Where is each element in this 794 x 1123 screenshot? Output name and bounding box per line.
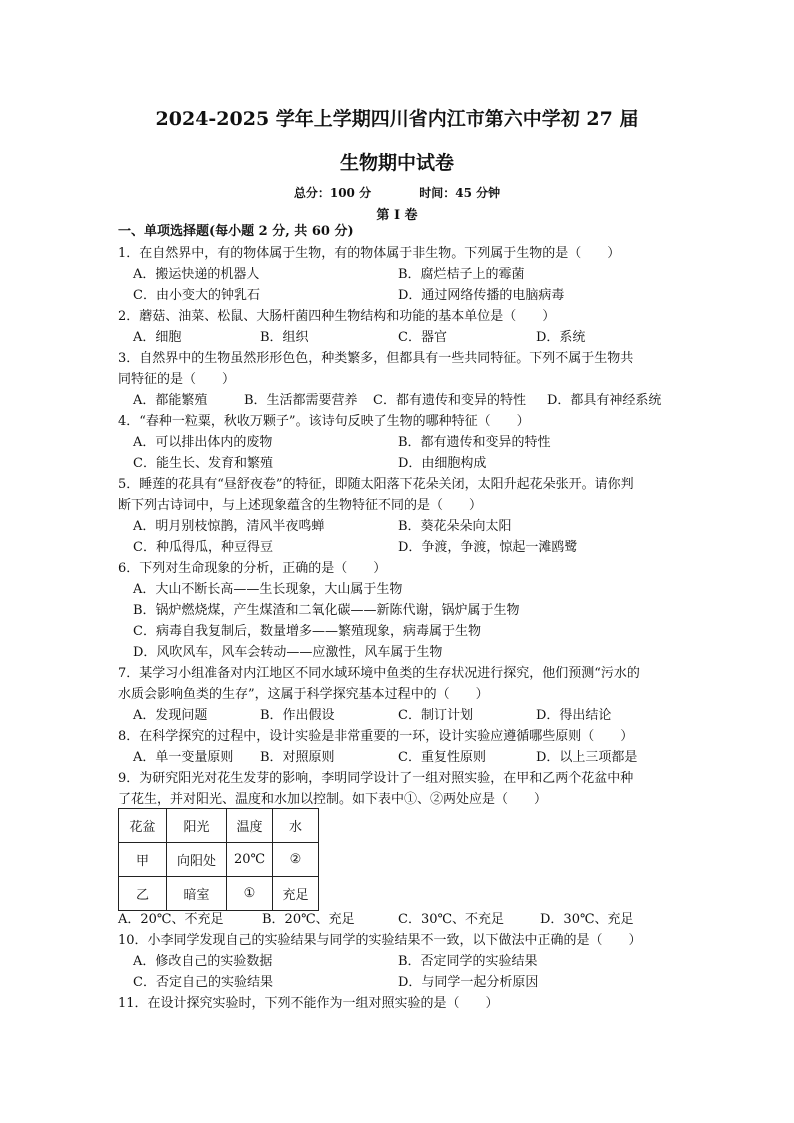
q6-option-a: A．大山不断长高——生长现象，大山属于生物 bbox=[133, 582, 403, 597]
q9-stem-line2: 了花生，并对阳光、温度和水加以控制。如下表中①、②两处应是（ ） bbox=[118, 792, 548, 807]
table-header-cell: 水 bbox=[273, 809, 319, 843]
q5-stem-line1: 5．睡莲的花具有“昼舒夜卷”的特征，即随太阳落下花朵关闭，太阳升起花朵张开。请你判 bbox=[118, 477, 634, 492]
q1-option-b: B．腐烂桔子上的霉菌 bbox=[398, 267, 525, 282]
q3-option-c: C．都有遗传和变异的特性 bbox=[373, 393, 526, 408]
table-cell: 暗室 bbox=[167, 877, 227, 911]
q9-stem-line1: 9．为研究阳光对花生发芽的影响，李明同学设计了一组对照实验，在甲和乙两个花盆中种 bbox=[118, 771, 634, 786]
table-row bbox=[119, 877, 319, 911]
q2-option-d: D．系统 bbox=[536, 330, 586, 345]
q10-option-c: C．否定自己的实验结果 bbox=[133, 975, 273, 990]
q6-option-c: C．病毒自我复制后，数量增多——繁殖现象，病毒属于生物 bbox=[133, 624, 481, 639]
q6-stem: 6．下列对生命现象的分析，正确的是（ ） bbox=[118, 561, 387, 576]
q5-option-a: A．明月别枝惊鹊，清风半夜鸣蝉 bbox=[133, 519, 325, 534]
q8-option-a: A．单一变量原则 bbox=[133, 750, 234, 765]
table-cell: ② bbox=[273, 843, 319, 877]
exam-title-line2: 生物期中试卷 bbox=[339, 152, 454, 174]
table-cell: 乙 bbox=[119, 877, 167, 911]
table-cell: 甲 bbox=[119, 843, 167, 877]
q7-option-d: D．得出结论 bbox=[536, 708, 612, 723]
q1-option-c: C．由小变大的钟乳石 bbox=[133, 288, 260, 303]
q8-stem: 8．在科学探究的过程中，设计实验是非常重要的一环，设计实验应遵循哪些原则（ ） bbox=[118, 729, 634, 744]
table-cell: 充足 bbox=[273, 877, 319, 911]
table-header-cell: 温度 bbox=[227, 809, 273, 843]
q9-table bbox=[118, 808, 319, 911]
q9-option-d: D．30℃、充足 bbox=[540, 912, 634, 927]
table-cell: 向阳处 bbox=[167, 843, 227, 877]
exam-title-line1: 2024-2025 学年上学期四川省内江市第六中学初 27 届 bbox=[155, 108, 639, 130]
q5-option-d: D．争渡，争渡，惊起一滩鸥鹭 bbox=[398, 540, 578, 555]
q3-stem-line2: 同特征的是（ ） bbox=[118, 372, 236, 387]
exam-meta bbox=[0, 184, 794, 201]
q1-option-d: D．通过网络传播的电脑病毒 bbox=[398, 288, 565, 303]
q9-option-b: B．20℃、充足 bbox=[262, 912, 355, 927]
q7-option-c: C．制订计划 bbox=[398, 708, 473, 723]
q10-option-b: B．否定同学的实验结果 bbox=[398, 954, 538, 969]
table-cell: ① bbox=[227, 877, 273, 911]
part-label: 第 I 卷 bbox=[376, 208, 418, 223]
q2-option-a: A．细胞 bbox=[133, 330, 182, 345]
q11-stem: 11．在设计探究实验时，下列不能作为一组对照实验的是（ ） bbox=[118, 996, 499, 1011]
q4-option-b: B．都有遗传和变异的特性 bbox=[398, 435, 551, 450]
q8-option-c: C．重复性原则 bbox=[398, 750, 486, 765]
q7-option-b: B．作出假设 bbox=[260, 708, 335, 723]
q3-stem-line1: 3．自然界中的生物虽然形形色色，种类繁多，但都具有一些共同特征。下列不属于生物共 bbox=[118, 351, 634, 366]
table-header-row bbox=[119, 809, 319, 843]
q3-option-b: B．生活都需要营养 bbox=[244, 393, 358, 408]
table-cell: 20℃ bbox=[227, 843, 273, 877]
table-row bbox=[119, 843, 319, 877]
q8-option-b: B．对照原则 bbox=[260, 750, 335, 765]
q10-option-d: D．与同学一起分析原因 bbox=[398, 975, 539, 990]
q4-option-d: D．由细胞构成 bbox=[398, 456, 487, 471]
time-limit: 时间：45 分钟 bbox=[419, 186, 501, 200]
q3-option-d: D．都具有神经系统 bbox=[547, 393, 662, 408]
q6-option-d: D．风吹风车，风车会转动——应激性，风车属于生物 bbox=[133, 645, 443, 660]
q1-option-a: A．搬运快递的机器人 bbox=[133, 267, 260, 282]
q4-stem: 4．“春种一粒粟，秋收万颗子”。该诗句反映了生物的哪种特征（ ） bbox=[118, 414, 530, 429]
q10-stem: 10．小李同学发现自己的实验结果与同学的实验结果不一致，以下做法中正确的是（ ） bbox=[118, 933, 642, 948]
q2-option-b: B．组织 bbox=[260, 330, 309, 345]
q7-stem-line2: 水质会影响鱼类的生存”，这属于科学探究基本过程中的（ ） bbox=[118, 687, 489, 702]
table-header-cell: 花盆 bbox=[119, 809, 167, 843]
q5-stem-line2: 断下列古诗词中，与上述现象蕴含的生物特征不同的是（ ） bbox=[118, 498, 483, 513]
q4-option-a: A．可以排出体内的废物 bbox=[133, 435, 273, 450]
section-heading: 一、单项选择题(每小题 2 分, 共 60 分) bbox=[118, 224, 354, 239]
q7-stem-line1: 7．某学习小组准备对内江地区不同水域环境中鱼类的生存状况进行探究，他们预测“污水的 bbox=[118, 666, 640, 681]
q5-option-c: C．种瓜得瓜，种豆得豆 bbox=[133, 540, 273, 555]
q3-option-a: A．都能繁殖 bbox=[133, 393, 208, 408]
q10-option-a: A．修改自己的实验数据 bbox=[133, 954, 273, 969]
q9-option-a: A．20℃、不充足 bbox=[118, 912, 224, 927]
q6-option-b: B．锅炉燃烧煤，产生煤渣和二氧化碳——新陈代谢，锅炉属于生物 bbox=[133, 603, 520, 618]
q5-option-b: B．葵花朵朵向太阳 bbox=[398, 519, 512, 534]
q1-stem: 1．在自然界中，有的物体属于生物，有的物体属于非生物。下列属于生物的是（ ） bbox=[118, 246, 621, 261]
table-header-cell: 阳光 bbox=[167, 809, 227, 843]
q7-option-a: A．发现问题 bbox=[133, 708, 208, 723]
total-score: 总分：100 分 bbox=[293, 186, 372, 200]
q9-option-c: C．30℃、不充足 bbox=[398, 912, 505, 927]
q2-option-c: C．器官 bbox=[398, 330, 447, 345]
q8-option-d: D．以上三项都是 bbox=[536, 750, 638, 765]
q2-stem: 2．蘑菇、油菜、松鼠、大肠杆菌四种生物结构和功能的基本单位是（ ） bbox=[118, 309, 556, 324]
q4-option-c: C．能生长、发育和繁殖 bbox=[133, 456, 273, 471]
